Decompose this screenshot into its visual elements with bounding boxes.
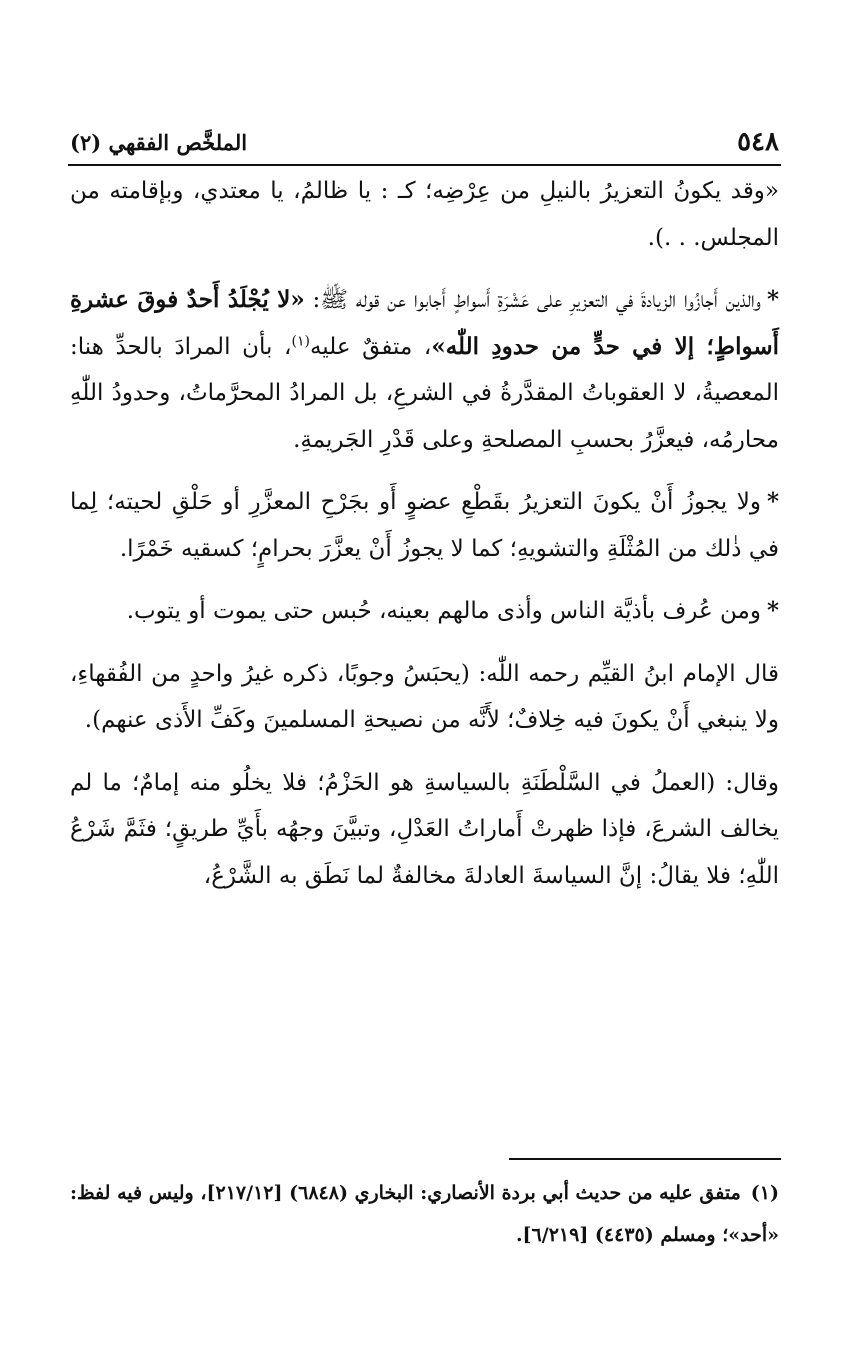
paragraph-text: ، متفقٌ عليه [309, 333, 432, 360]
paragraph-2 [70, 277, 779, 463]
main-text [70, 168, 779, 913]
running-title: الملخَّص الفقهي (٢) [70, 129, 248, 155]
paragraph-5 [70, 651, 779, 744]
asterisk-bullet-icon: * [766, 597, 779, 624]
paragraph-text: والذين أَجازُوا الزيادةَ في التعزيرِ على عَشْرَةِ أَسواطٍ أَجابوا عن قوله ﷺ: [304, 287, 761, 313]
paragraph-text: «وقد يكونُ التعزيرُ بالنيلِ من عِرْضِه؛ كـ : يا ظالمُ، يا معتدي، وبإقامته من المجلس. . .). [70, 178, 779, 251]
paragraph-text: قال الإمام ابنُ القيِّم رحمه اللّٰه: (يحبَسُ وجوبًا، ذكره غيرُ واحدٍ من الفُقهاءِ، ولا ينبغي أَنْ يكونَ فيه خِلافٌ؛ لأَنَّه من نصيحةِ المسلمينَ وكَفِّ الأَذى عنهم). [70, 660, 779, 733]
page-number: ٥٤٨ [737, 127, 779, 157]
footnote-number: (١) [750, 1182, 779, 1204]
header-divider [68, 164, 781, 166]
paragraph-text: ، بأن المرادَ بالحدِّ هنا: المعصيةُ، لا العقوباتُ المقدَّرةُ في الشرعِ، بل المرادُ المحرَّماتُ، وحدودُ اللّٰهِ محارمُه، فيعزَّرُ بحسبِ المصلحةِ وعلى قَدْرِ الجَريمةِ. [70, 333, 779, 453]
footnote-text: متفق عليه من حديث أبي بردة الأنصاري: البخاري (٦٨٤٨) [٢١٧/١٢]، وليس فيه لفظ: «أحد»؛ ومسلم (٤٤٣٥) [٦/٢١٩]. [70, 1182, 779, 1246]
paragraph-text: وقال: (العملُ في السَّلْطَنَةِ بالسياسةِ هو الحَزْمُ؛ فلا يخلُو منه إمامٌ؛ ما لم يخالف الشرعَ، فإذا ظهرتْ أَماراتُ العَدْلِ، وتبيَّنَ وجهُه بأَيِّ طريقٍ؛ فثَمَّ شَرْعُ اللّٰهِ؛ فلا يقالُ: إنَّ السياسةَ العادلةَ مخالفةٌ لما نَطَق به الشَّرْعُ، [70, 769, 779, 889]
paragraph-1 [70, 168, 779, 261]
footnote-reference: (١) [291, 332, 310, 349]
paragraph-4 [70, 588, 779, 635]
footnote [70, 1172, 779, 1256]
hadith-quote: «لا يُجْلَدُ أَحدٌ فوقَ عشرةِ أَسواطٍ؛ إلا في حدٍّ من حدودِ اللّٰه» [70, 286, 779, 360]
footnote-divider [509, 1158, 781, 1160]
asterisk-bullet-icon: * [766, 488, 779, 515]
paragraph-text: ومن عُرف بأذيَّة الناس وأذى مالهم بعينه، حُبس حتى يموت أو يتوب. [126, 598, 761, 624]
paragraph-text: ولا يجوزُ أَنْ يكونَ التعزيرُ بقَطْعِ عضوٍ أَو بجَرْحِ المعزَّرِ أو حَلْقِ لحيته؛ لِما في ذٰلك من المُثْلَةِ والتشويهِ؛ كما لا يجوزُ أَنْ يعزَّرَ بحرامٍ؛ كسقيه خَمْرًا. [70, 489, 779, 562]
paragraph-3 [70, 479, 779, 572]
page-header [70, 122, 779, 162]
asterisk-bullet-icon: * [766, 286, 780, 313]
paragraph-6 [70, 760, 779, 900]
